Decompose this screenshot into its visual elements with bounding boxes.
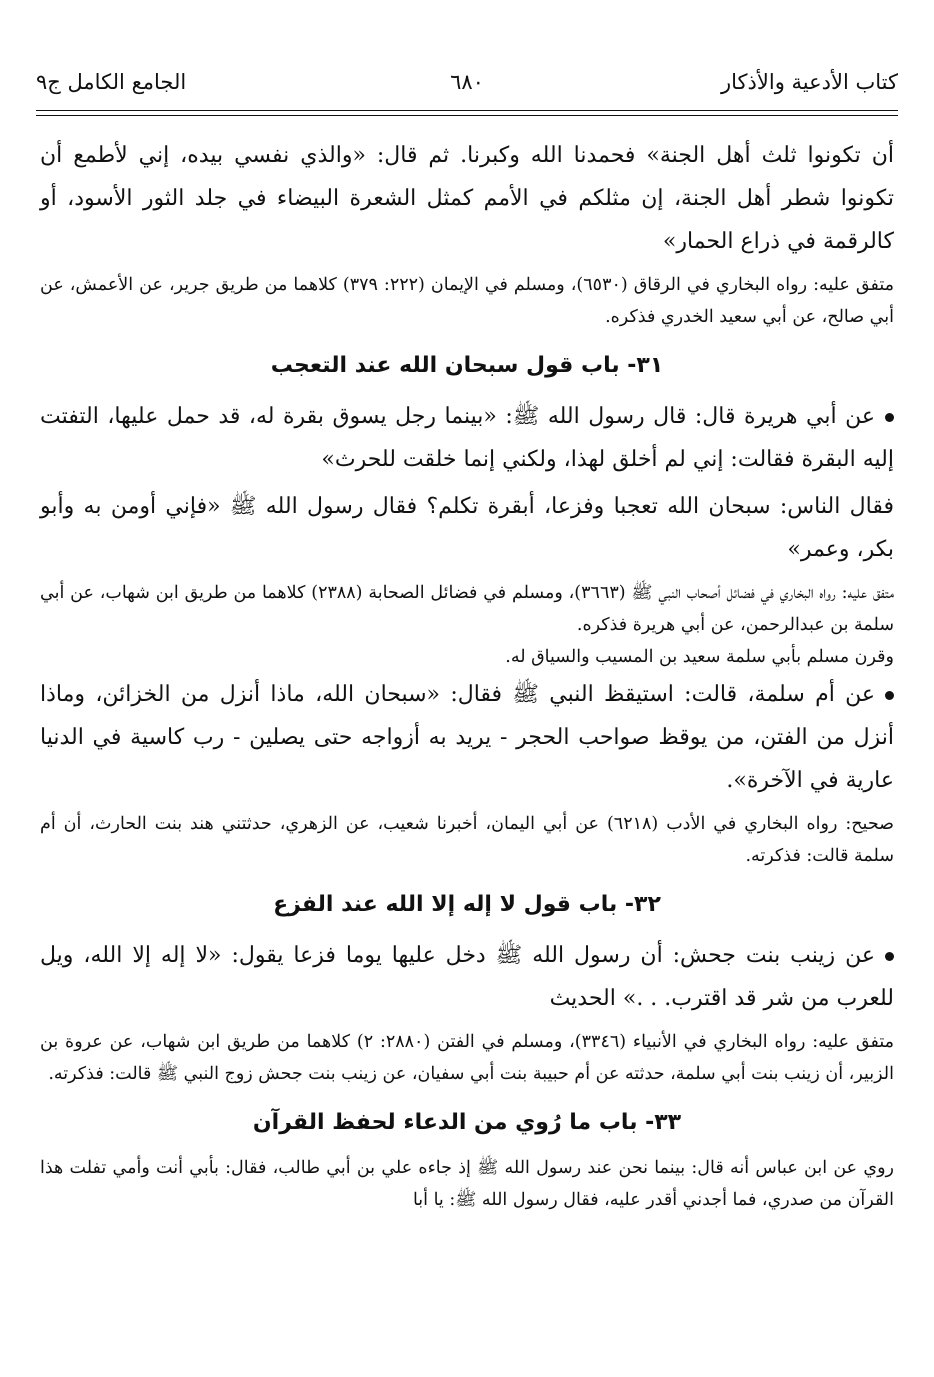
bullet-icon: [885, 691, 894, 700]
section-heading-33: ٣٣- باب ما رُوي من الدعاء لحفظ القرآن: [252, 1110, 682, 1135]
hadith-item: [40, 673, 894, 802]
takhrij-note: متفق عليه: رواه البخاري في الرقاق (٦٥٣٠)، ومسلم في الإيمان (٢٢٢: ٣٧٩) كلاهما من طريق جرير، عن الأعمش، عن أبي صالح، عن أبي سعيد الخدري فذكره.: [40, 275, 894, 327]
hadith-text: عن أبي هريرة قال: قال رسول الله ﷺ: «بينما رجل يسوق بقرة له، قد حمل عليها، التفتت إليه البقرة فقالت: إني لم أخلق لهذا، ولكني إنما خلقت للحرث»: [40, 404, 894, 472]
narration-text: روي عن ابن عباس أنه قال: بينما نحن عند رسول الله ﷺ إذ جاءه علي بن أبي طالب، فقال: بأبي أنت وأمي تفلت هذا القرآن من صدري، فما أجدني أقدر عليه، فقال رسول الله ﷺ: يا أبا: [40, 1158, 894, 1210]
takhrij-note: وقرن مسلم بأبي سلمة سعيد بن المسيب والسياق له.: [505, 647, 894, 667]
takhrij-note: متفق عليه: رواه البخاري في فضائل أصحاب النبي ﷺ (٣٦٦٣)، ومسلم في فضائل الصحابة (٢٣٨٨) كلاهما من طريق ابن شهاب، عن أبي سلمة بن عبدالرحمن، عن أبي هريرة فذكره.: [40, 583, 894, 635]
section-heading-31: ٣١- باب قول سبحان الله عند التعجب: [270, 353, 664, 378]
hadith-text: أن تكونوا ثلث أهل الجنة» فحمدنا الله وكبرنا. ثم قال: «والذي نفسي بيده، إني لأطمع أن تكونوا شطر أهل الجنة، إن مثلكم في الأمم كمثل الشعرة البيضاء في جلد الثور الأسود، أو كالرقمة في ذراع الحمار»: [40, 143, 894, 254]
page-header: [36, 62, 898, 102]
hadith-item: [40, 395, 894, 481]
book-title: كتاب الأدعية والأذكار: [721, 70, 898, 94]
page-body: [40, 134, 894, 1216]
page-number: ٦٨٠: [450, 70, 484, 94]
hadith-text: عن أم سلمة، قالت: استيقظ النبي ﷺ فقال: «سبحان الله، ماذا أنزل من الخزائن، وماذا أنزل من الفتن، من يوقظ صواحب الحجر - يريد به أزواجه حتى يصلين - رب كاسية في الدنيا عارية في الآخرة».: [40, 682, 894, 793]
hadith-item: [40, 934, 894, 1020]
header-rule-top: [36, 110, 898, 111]
takhrij-note: متفق عليه: رواه البخاري في الأنبياء (٣٣٤٦)، ومسلم في الفتن (٢٨٨٠: ٢) كلاهما من طريق ابن شهاب، عن عروة بن الزبير، أن زينب بنت أبي سلمة، حدثته عن أم حبيبة بنت أبي سفيان، عن زينب بنت جحش زوج النبي ﷺ قالت: فذكرته.: [40, 1032, 895, 1084]
bullet-icon: [885, 952, 894, 961]
header-rule-bottom: [36, 115, 898, 116]
bullet-icon: [885, 413, 894, 422]
volume-label: الجامع الكامل ج٩: [36, 70, 187, 94]
takhrij-note: صحيح: رواه البخاري في الأدب (٦٢١٨) عن أبي اليمان، أخبرنا شعيب، عن الزهري، حدثتني هند بنت الحارث، أن أم سلمة قالت: فذكرته.: [40, 814, 894, 866]
section-heading-32: ٣٢- باب قول لا إله إلا الله عند الفزع: [273, 892, 661, 917]
hadith-text: فقال الناس: سبحان الله تعجبا وفزعا، أبقرة تكلم؟ فقال رسول الله ﷺ «فإني أومن به وأبو بكر، وعمر»: [40, 494, 894, 562]
hadith-text: عن زينب بنت جحش: أن رسول الله ﷺ دخل عليها يوما فزعا يقول: «لا إله إلا الله، ويل للعرب من شر قد اقترب. . .» الحديث: [40, 943, 894, 1011]
